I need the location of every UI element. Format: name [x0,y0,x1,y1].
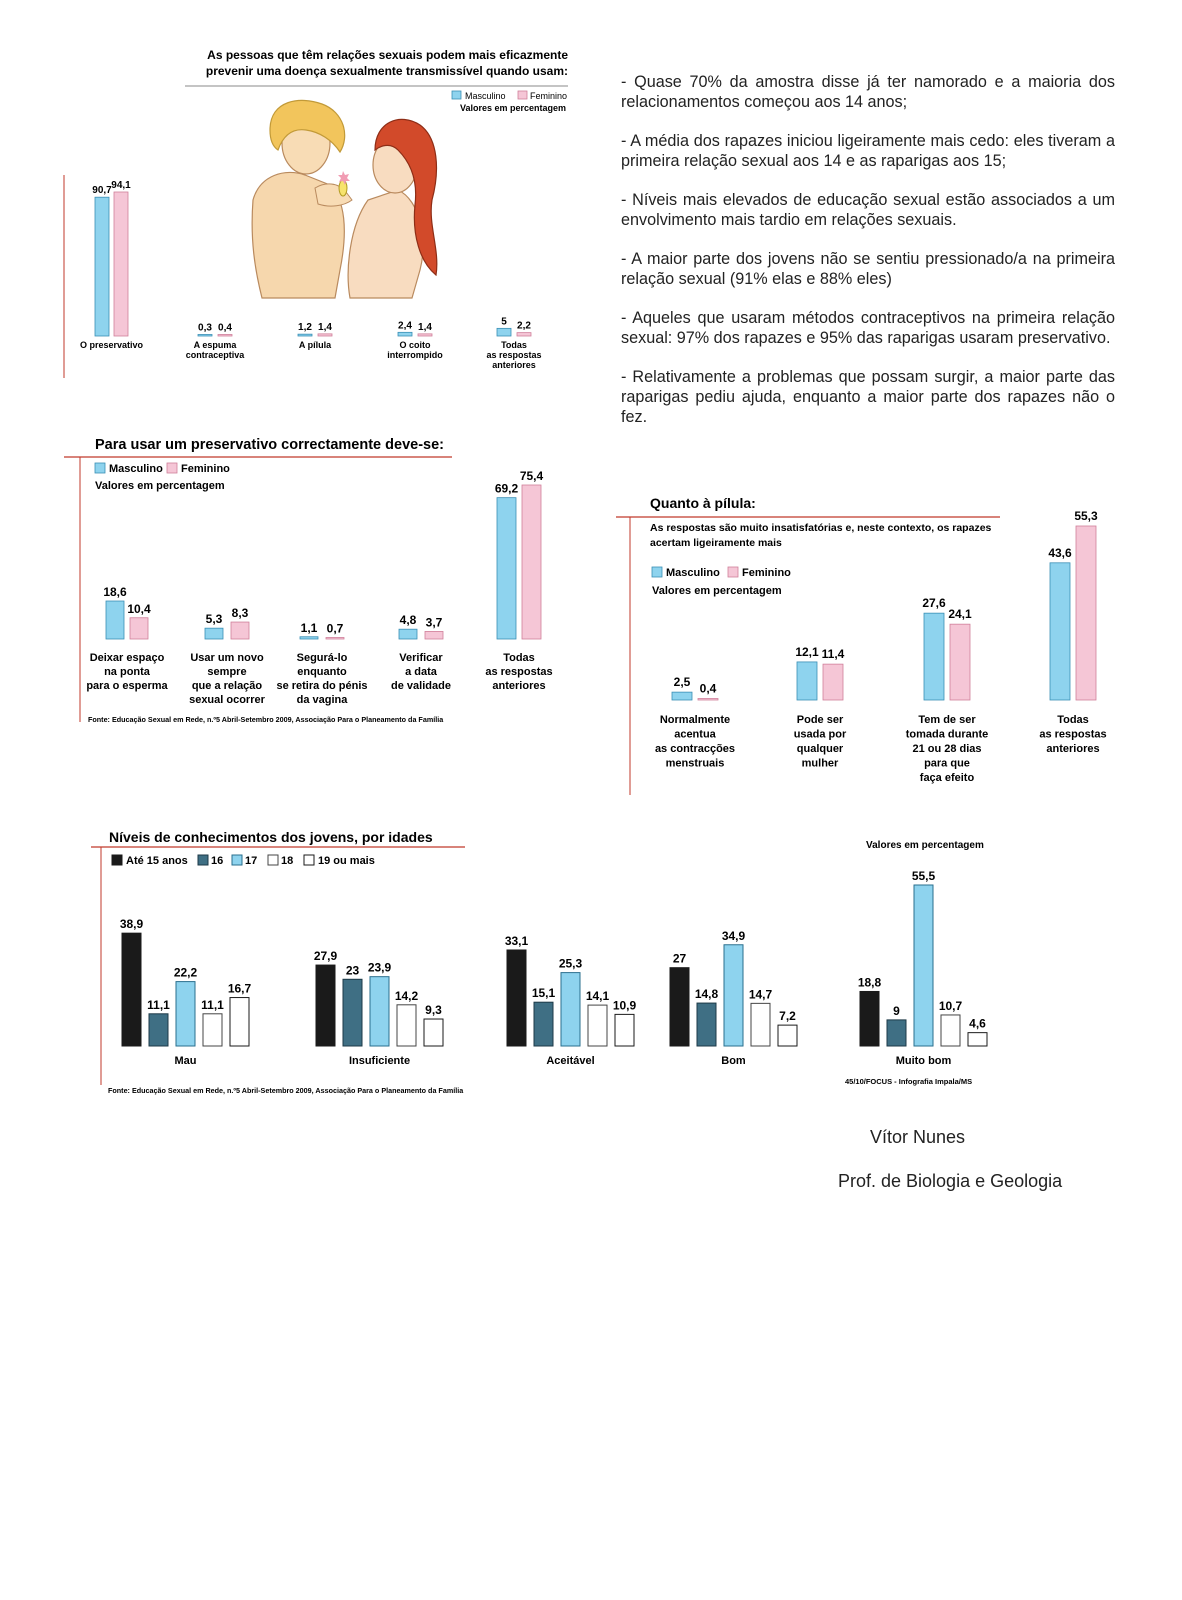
chart4-value-label: 25,3 [558,956,583,971]
chart2-bars [86,469,552,706]
legend-female-swatch [518,91,527,99]
chart4-bar [203,1014,222,1046]
chart3-bar [1050,563,1070,700]
chart4-value-label: 34,9 [721,928,746,943]
chart4-bar [397,1005,416,1046]
chart4-bar [230,998,249,1046]
chart4-category-label: Muito bom [895,1055,952,1067]
chart1-legend-female: Feminino [530,91,568,101]
chart3-legend-female: Feminino [742,567,791,579]
bullet-6: - Relativamente a problemas que possam surgir, a maior parte das raparigas pediu ajuda, enquanto a maior parte dos rapazes não o fez. [621,368,1115,426]
chart1-value-label: 2,2 [517,320,531,332]
chart4-value-label: 14,1 [585,989,610,1004]
chart4-legend [112,855,375,867]
chart4-legend-label: Até 15 anos [126,855,188,867]
chart2-bar [425,631,443,639]
chart1-value-label: 0,3 [198,322,212,334]
chart3-category-label: acentua [674,728,716,741]
chart4-category-label: Bom [721,1055,746,1067]
chart1-bar [418,334,432,336]
chart1-value-label: 1,4 [318,321,332,333]
chart4-title: Níveis de conhecimentos dos jovens, por idades [109,829,433,845]
chart3-category-label: 21 ou 28 dias [912,743,982,755]
bullet-3: - Níveis mais elevados de educação sexual estão associados a um envolvimento mais tardio em relações sexuais. [621,191,1115,229]
bullet-5: - Aqueles que usaram métodos contraceptivos na primeira relação sexual: 97% dos rapazes e 95% das raparigas usaram preservativo. [621,309,1115,347]
author-name: Vítor Nunes [870,1127,966,1147]
chart4-value-label: 10,9 [612,998,637,1013]
chart3-category-label: menstruais [665,757,725,770]
chart3-value-label: 55,3 [1074,509,1098,523]
chart3-category-label: as contracções [654,743,736,755]
chart1-category-label: O preservativo [79,340,144,350]
chart4-bar [176,982,195,1046]
legend-male-swatch [95,463,105,473]
chart2-category-label: que a relação [191,680,263,692]
chart4-legend-swatch [198,855,208,865]
chart4-category-label: Mau [174,1055,197,1067]
chart2-category-label: sexual ocorrer [189,694,265,706]
chart2-category-label: para o esperma [86,680,168,692]
chart2-bar [205,628,223,639]
chart3-value-label: 11,4 [821,647,845,662]
chart2-legend-female: Feminino [181,463,230,475]
chart4-bar [316,965,335,1046]
chart3-subtitle-line2: acertam ligeiramente mais [650,537,782,549]
chart4-value-label: 23,9 [367,960,392,975]
chart1-bar [198,335,212,337]
chart3-category-label: faça efeito [919,772,975,784]
chart4-legend-swatch [112,855,122,865]
chart2 [64,437,553,724]
chart1-title-line2: prevenir uma doença sexualmente transmissível quando usam: [205,64,568,78]
chart3-bar [672,692,692,700]
chart3-bar [797,662,817,700]
chart1-category-label: Todas [501,340,527,350]
chart4-bar [914,885,933,1046]
chart4-value-label: 4,6 [969,1016,986,1031]
bullet-2: - A média dos rapazes iniciou ligeiramente mais cedo: eles tiveram a primeira relação sexual aos 14 e as raparigas aos 15; [621,132,1115,170]
chart2-value-label: 1,1 [300,620,318,635]
chart2-category-label: Usar um novo [190,652,264,664]
chart2-value-label: 0,7 [326,621,344,636]
chart1-category-label: A pílula [298,340,332,350]
chart2-category-label: as respostas [485,666,553,678]
chart2-source: Fonte: Educação Sexual em Rede, n.º5 Abril-Setembro 2009, Associação Para o Planeamento da Família [88,715,444,724]
chart1-title-line1: As pessoas que têm relações sexuais podem mais eficazmente [207,48,568,62]
chart2-bar [399,629,417,639]
chart3-category-label: as respostas [1039,728,1107,741]
chart1-value-label: 1,2 [298,322,312,334]
chart1-note: Valores em percentagem [459,103,566,113]
chart3-value-label: 27,6 [922,596,946,611]
bullet-1: - Quase 70% da amostra disse já ter namorado e a maioria dos relacionamentos começou aos 14 anos; [621,73,1115,111]
chart2-category-label: Todas [503,652,535,664]
chart4-bar [697,1003,716,1046]
chart2-bar [130,618,148,639]
chart1-bar [298,334,312,336]
chart2-category-label: de validade [391,680,451,692]
chart4-legend-swatch [232,855,242,865]
chart2-value-label: 3,7 [425,615,443,630]
chart4-bar [534,1002,553,1046]
chart1-bar [95,197,109,336]
chart3-bars [655,509,1107,784]
author-role: Prof. de Biologia e Geologia [838,1171,1063,1191]
chart4-bar [561,973,580,1046]
chart4-value-label: 23 [345,963,360,978]
chart4-legend-label: 19 ou mais [318,855,375,867]
chart3-note: Valores em percentagem [652,585,782,597]
chart2-value-label: 18,6 [103,585,127,600]
chart4-note: Valores em percentagem [866,840,984,851]
chart3-category-label: usada por [793,728,847,741]
chart3-category-label: Normalmente [659,714,731,726]
chart2-bar [106,601,124,639]
chart4-value-label: 14,8 [694,987,719,1002]
chart4-legend-swatch [268,855,278,865]
chart4-bar [968,1033,987,1046]
chart2-category-label: enquanto [297,666,347,678]
chart1-value-label: 5 [501,316,507,328]
chart4-credit: 45/10/FOCUS - Infografia Impala/MS [845,1077,973,1086]
chart4-bar [751,1003,770,1046]
chart4-bar [670,968,689,1046]
legend-male-swatch [452,91,461,99]
chart1-category-label: contraceptiva [185,350,245,360]
chart4-legend-swatch [304,855,314,865]
chart3-value-label: 24,1 [948,607,972,622]
chart3-bar [924,613,944,700]
chart2-legend-male: Masculino [109,463,163,475]
chart2-category-label: se retira do pénis [276,680,368,692]
chart4-bar [149,1014,168,1046]
couple-illustration [252,100,437,298]
chart3-subtitle-line1: As respostas são muito insatisfatórias e, neste contexto, os rapazes [650,522,992,534]
chart4-bar [370,977,389,1046]
chart1-value-label: 90,7 [92,185,112,197]
chart3-category-label: tomada durante [905,728,989,741]
chart3-value-label: 0,4 [699,681,717,696]
chart4-value-label: 16,7 [227,981,252,996]
chart3-category-label: Pode ser [796,714,844,726]
chart4-value-label: 55,5 [911,869,936,883]
chart3-bar [698,699,718,701]
chart4 [91,829,987,1095]
chart1-bar [318,334,332,336]
chart4-value-label: 9 [893,1003,900,1018]
chart2-value-label: 5,3 [205,612,223,627]
chart4-source: Fonte: Educação Sexual em Rede, n.º5 Abril-Setembro 2009, Associação Para o Planeamento da Família [108,1086,464,1095]
legend-male-swatch [652,567,662,577]
chart2-category-label: na ponta [104,666,150,678]
chart3-value-label: 2,5 [673,675,691,690]
chart2-title: Para usar um preservativo correctamente deve-se: [95,437,444,453]
chart2-bar [326,638,344,640]
chart1-category-label: A espuma [193,340,237,350]
chart3-category-label: Todas [1057,714,1089,726]
chart3-value-label: 43,6 [1048,545,1072,560]
chart3-bar [1076,526,1096,700]
chart4-bar [507,950,526,1046]
chart1-category-label: anteriores [492,360,536,370]
chart2-bar [231,622,249,639]
chart3-bar [823,664,843,700]
chart4-legend-label: 17 [245,855,258,867]
legend-female-swatch [728,567,738,577]
chart4-value-label: 27 [672,951,687,966]
chart1-category-label: O coito [399,340,431,350]
chart1-category-label: as respostas [486,350,542,360]
chart1-bar [517,333,531,336]
chart4-bar [122,933,141,1046]
bullet-4: - A maior parte dos jovens não se sentiu pressionado/a na primeira relação sexual (91% elas e 88% eles) [621,250,1115,288]
chart1-bar [114,192,128,336]
chart2-category-label: a data [405,666,437,678]
legend-female-swatch [167,463,177,473]
chart2-value-label: 10,4 [127,601,151,616]
chart2-value-label: 75,4 [519,469,544,483]
chart1 [64,48,568,378]
chart4-bar [615,1014,634,1046]
chart4-value-label: 14,2 [394,988,419,1003]
chart1-bar [497,328,511,336]
chart4-value-label: 9,3 [425,1003,442,1018]
chart2-note: Valores em percentagem [95,480,225,492]
chart2-value-label: 8,3 [231,606,249,621]
chart3-category-label: anteriores [1046,743,1100,755]
chart4-value-label: 11,1 [147,997,170,1012]
chart3-title: Quanto à pílula: [650,495,756,511]
chart1-value-label: 1,4 [418,321,432,333]
chart4-value-label: 14,7 [748,987,773,1002]
chart3-category-label: Tem de ser [918,714,976,726]
chart2-category-label: anteriores [492,680,546,692]
chart1-legend-male: Masculino [465,91,506,101]
chart3-bar [950,624,970,700]
chart4-value-label: 38,9 [119,917,144,932]
chart2-category-label: da vagina [296,694,348,706]
chart2-bar [497,498,516,639]
chart4-bar [343,979,362,1046]
chart4-bar [887,1020,906,1046]
chart2-bar [522,485,541,639]
chart4-category-label: Insuficiente [348,1055,411,1067]
chart4-bar [588,1005,607,1046]
chart4-value-label: 33,1 [504,933,529,948]
chart1-bar [398,332,412,336]
chart4-value-label: 7,2 [779,1009,796,1024]
chart4-category-label: Aceitável [546,1055,595,1067]
chart4-legend-label: 18 [281,855,294,867]
chart4-value-label: 27,9 [313,949,338,964]
chart2-value-label: 4,8 [399,613,417,628]
chart3-legend-male: Masculino [666,567,720,579]
chart4-value-label: 11,1 [201,997,224,1012]
chart4-bar [424,1019,443,1046]
chart2-category-label: Deixar espaço [89,652,165,664]
chart1-value-label: 2,4 [398,320,412,332]
chart4-legend-label: 16 [211,855,224,867]
chart1-category-label: interrompido [387,350,443,360]
chart3-value-label: 12,1 [795,644,819,659]
chart2-value-label: 69,2 [494,481,519,496]
chart4-bar [860,991,879,1046]
chart2-category-label: Verificar [399,652,443,664]
chart4-bars [120,869,987,1067]
chart4-bar [778,1025,797,1046]
chart3-category-label: para que [924,757,970,770]
chart1-value-label: 94,1 [111,180,131,191]
chart3-category-label: mulher [801,757,839,770]
chart1-bar [218,335,232,337]
chart4-value-label: 22,2 [173,965,198,980]
chart2-bar [300,637,318,639]
chart2-category-label: sempre [207,666,247,678]
chart1-value-label: 0,4 [218,322,232,334]
chart4-bar [724,945,743,1046]
chart3-category-label: qualquer [796,743,844,755]
chart2-category-label: Segurá-lo [296,652,348,664]
chart4-value-label: 15,1 [531,986,556,1001]
chart4-value-label: 18,8 [857,975,882,990]
chart4-bar [941,1015,960,1046]
chart3 [616,495,1107,795]
chart4-value-label: 10,7 [938,998,963,1013]
